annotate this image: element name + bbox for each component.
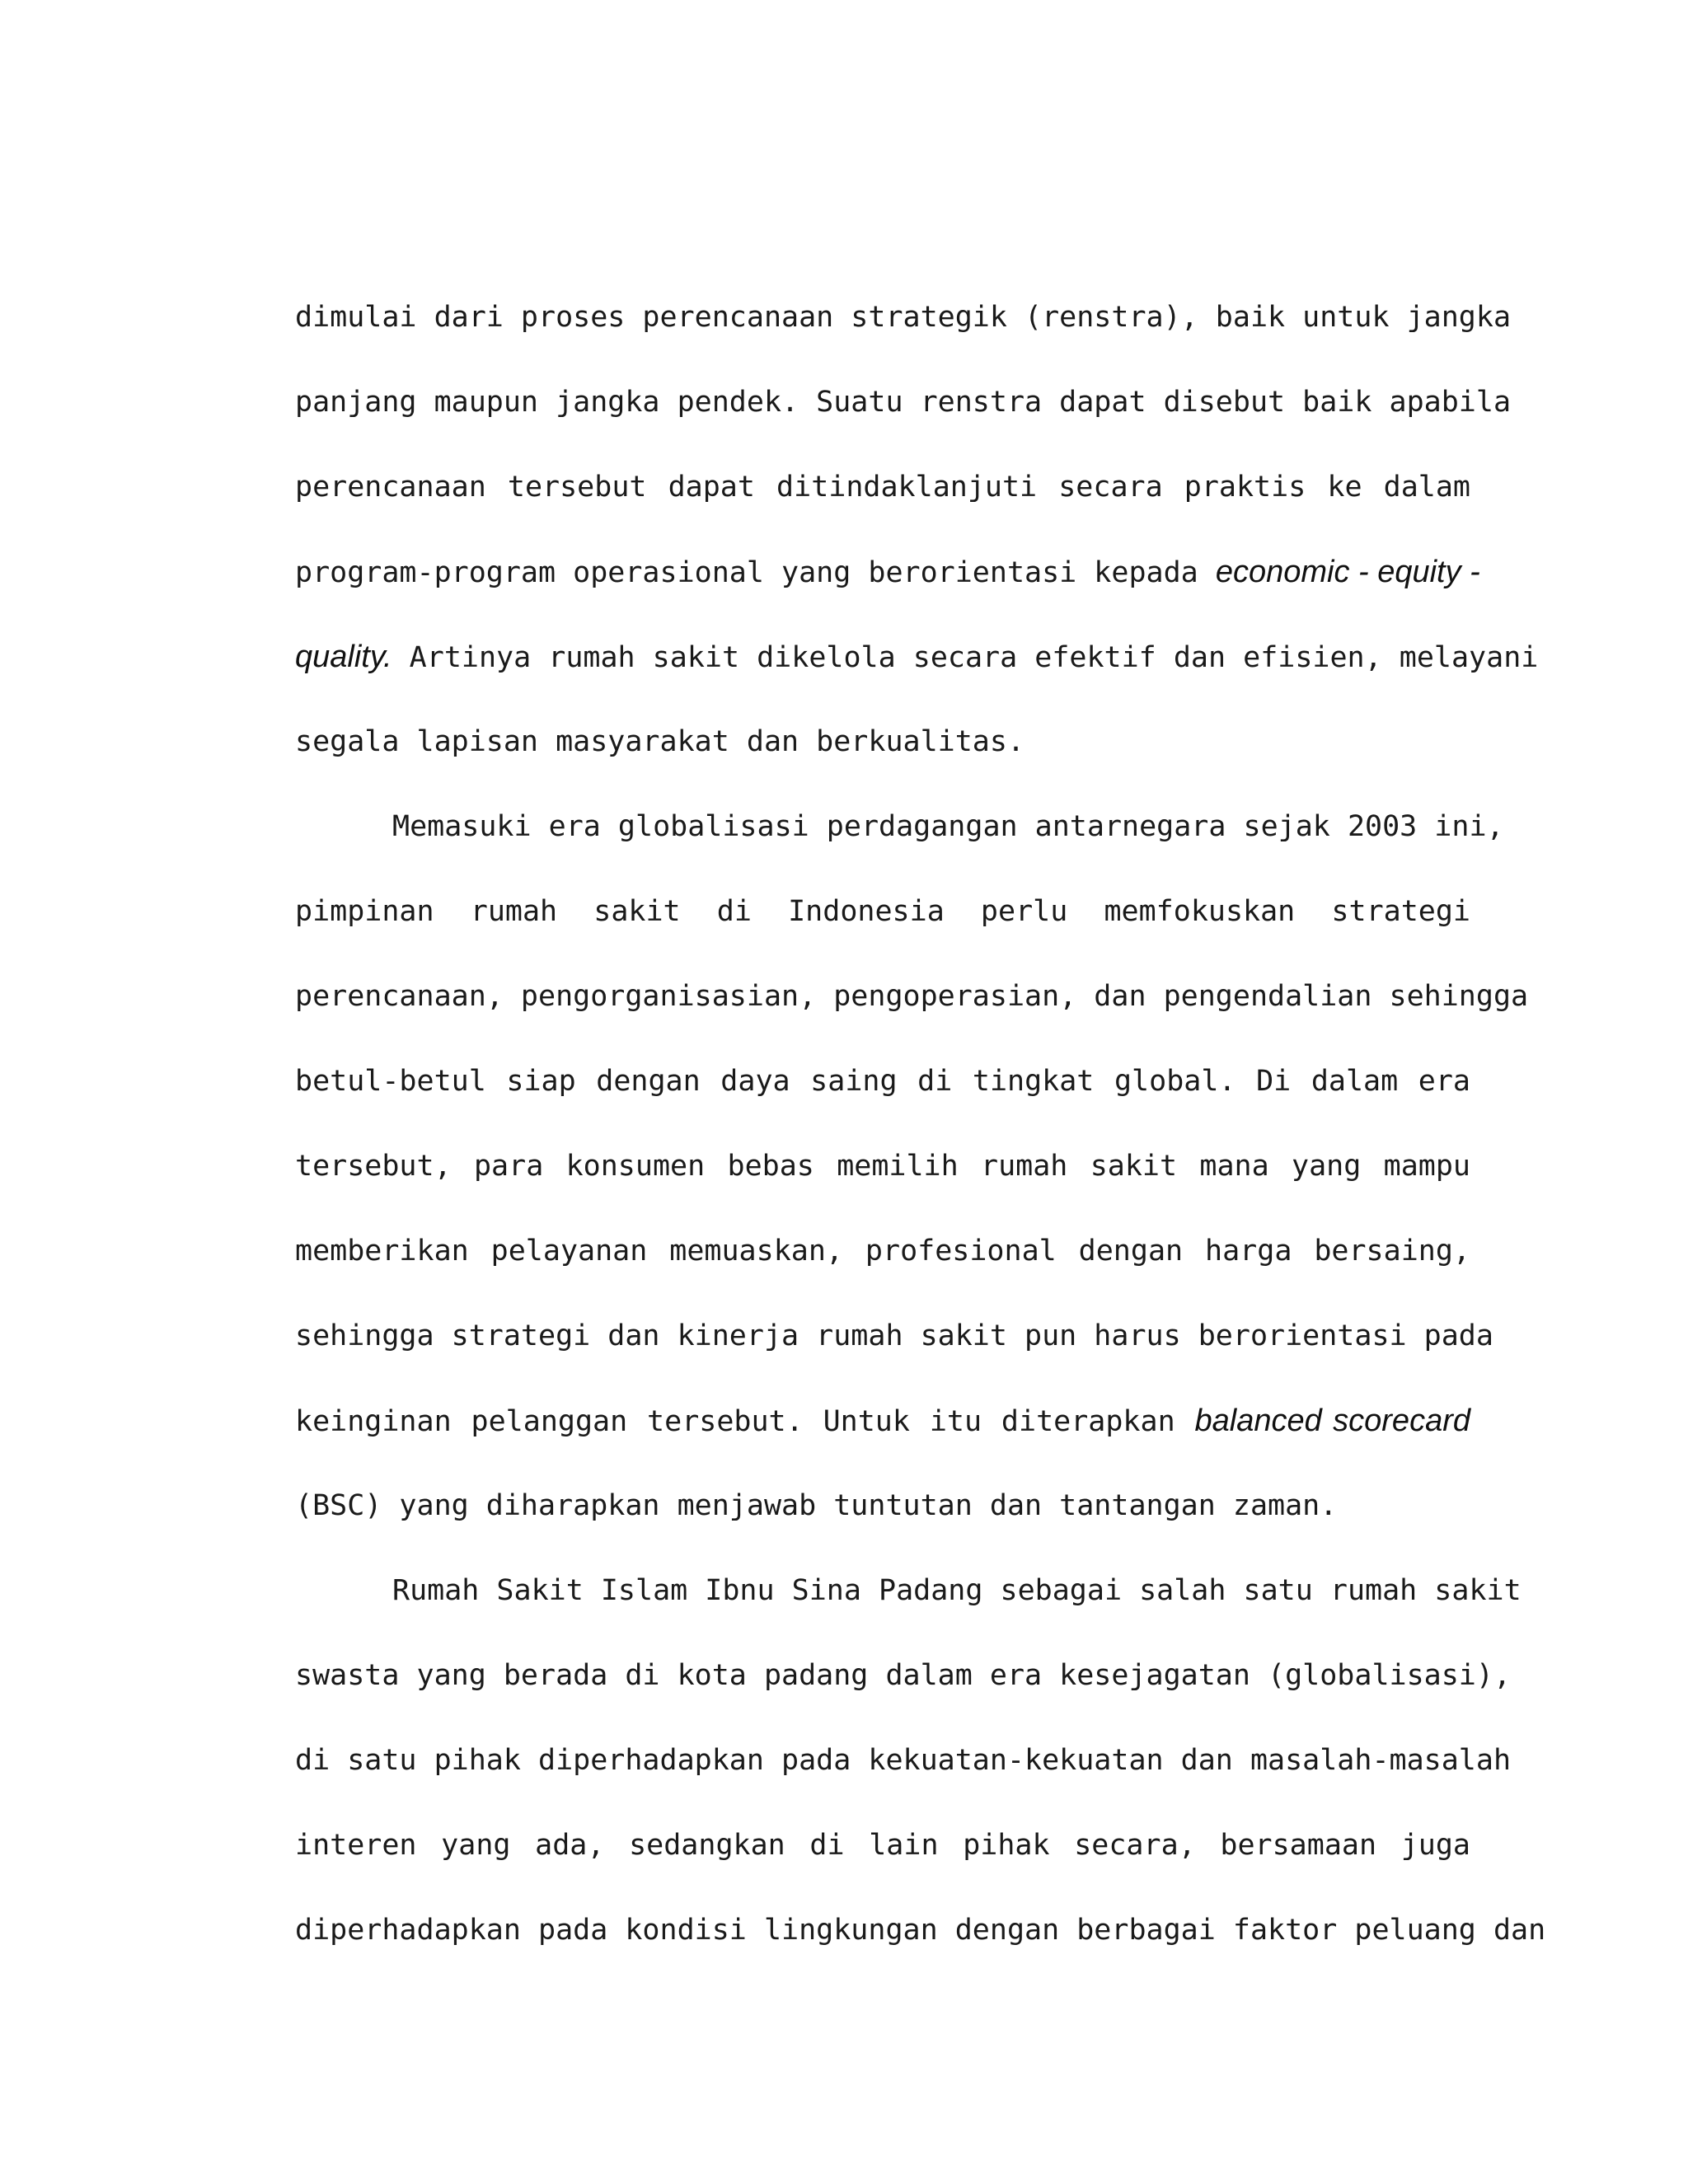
text-line — [295, 883, 1470, 968]
line-text: segala lapisan masyarakat dan berkualitas. — [295, 725, 1025, 758]
line-text: perencanaan, pengorganisasian, pengoperasian, dan pengendalian sehingga — [295, 980, 1529, 1013]
text-line — [295, 1901, 1546, 1986]
text-line — [295, 1222, 1470, 1307]
line-text: betul-betul siap dengan daya saing di tingkat global. Di dalam era — [295, 1065, 1470, 1098]
italic-term: balanced scorecard — [1194, 1404, 1470, 1438]
text-line — [295, 288, 1512, 373]
line-text: Memasuki era globalisasi perdagangan antarnegara sejak 2003 ini, — [392, 810, 1504, 843]
text-line — [295, 1137, 1470, 1222]
line-text: diperhadapkan pada kondisi lingkungan dengan berbagai faktor peluang dan — [295, 1914, 1546, 1947]
line-text: Artinya rumah sakit dikelola secara efektif dan efisien, melayani — [409, 641, 1539, 674]
text-line — [295, 968, 1529, 1052]
paragraph-first-line — [295, 798, 1504, 883]
text-line — [295, 1477, 1470, 1562]
line-text: dimulai dari proses perencanaan strategik (renstra), baik untuk jangka — [295, 301, 1512, 334]
line-text: perencanaan tersebut dapat ditindaklanjuti secara praktis ke dalam — [295, 471, 1470, 504]
text-line — [295, 1392, 1470, 1477]
text-line — [295, 543, 1480, 628]
text-line — [295, 1816, 1470, 1901]
line-text: Rumah Sakit Islam Ibnu Sina Padang sebagai salah satu rumah sakit — [392, 1574, 1522, 1607]
italic-term: economic - equity - — [1215, 555, 1480, 589]
body-text — [295, 288, 1546, 1986]
text-line — [295, 628, 1539, 713]
text-line — [295, 458, 1470, 543]
text-line — [295, 373, 1512, 458]
text-line — [295, 1732, 1512, 1816]
line-text: panjang maupun jangka pendek. Suatu renstra dapat disebut baik apabila — [295, 386, 1512, 419]
line-text: tersebut, para konsumen bebas memilih rumah sakit mana yang mampu — [295, 1150, 1470, 1183]
line-text: (BSC) yang diharapkan menjawab tuntutan dan tantangan zaman. — [295, 1489, 1338, 1522]
line-text: interen yang ada, sedangkan di lain pihak secara, bersamaan juga — [295, 1829, 1470, 1862]
line-text: di satu pihak diperhadapkan pada kekuatan-kekuatan dan masalah-masalah — [295, 1744, 1512, 1777]
line-text: keinginan pelanggan tersebut. Untuk itu diterapkan — [295, 1405, 1175, 1438]
line-text: swasta yang berada di kota padang dalam era kesejagatan (globalisasi), — [295, 1659, 1512, 1692]
text-line — [295, 1647, 1512, 1732]
paragraph-first-line — [295, 1562, 1522, 1647]
line-text: sehingga strategi dan kinerja rumah sakit pun harus berorientasi pada — [295, 1319, 1493, 1352]
line-text: pimpinan rumah sakit di Indonesia perlu memfokuskan strategi — [295, 895, 1470, 928]
line-text: memberikan pelayanan memuaskan, profesional dengan harga bersaing, — [295, 1235, 1470, 1268]
text-line — [295, 1307, 1493, 1392]
text-line — [295, 1052, 1470, 1137]
text-line — [295, 713, 1470, 798]
italic-term: quality. — [295, 640, 392, 674]
line-text: program-program operasional yang berorientasi kepada — [295, 556, 1198, 589]
